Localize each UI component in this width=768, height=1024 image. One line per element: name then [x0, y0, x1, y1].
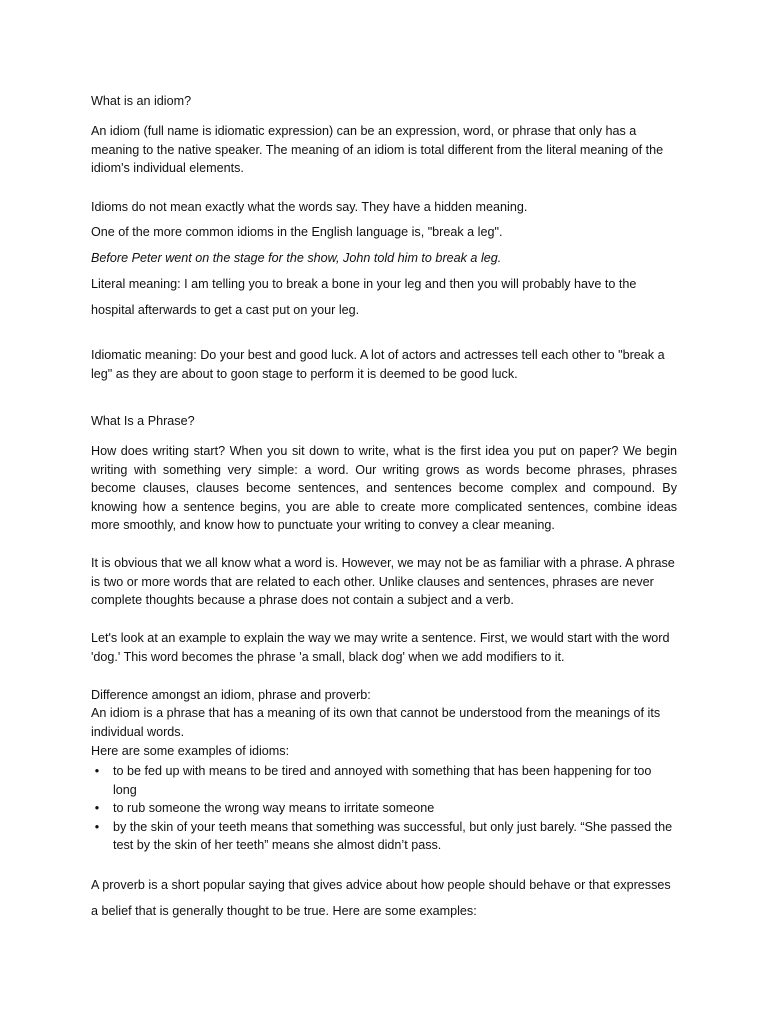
idioms-hidden-meaning-paragraph: Idioms do not mean exactly what the words say. They have a hidden meaning. — [91, 200, 528, 214]
idiom-example-text: to be fed up with means to be tired and annoyed with something that has been happening for too long — [113, 764, 652, 797]
idiom-example-item — [91, 818, 677, 855]
idiom-phrase-definition-paragraph: An idiom is a phrase that has a meaning of its own that cannot be understood from the meanings of its individual words. — [91, 706, 661, 739]
bullet-icon: • — [94, 819, 100, 834]
example-sentence-paragraph: Let's look at an example to explain the way we may write a sentence. First, we would start with the word 'dog.' This word becomes the phrase 'a small, black dog' when we add modifiers to it. — [91, 631, 670, 664]
idiom-examples-list — [91, 762, 677, 855]
idiomatic-meaning-paragraph: Idiomatic meaning: Do your best and good luck. A lot of actors and actresses tell each other to "break a leg" as they are about to goon stage to perform it is deemed to be good luck. — [91, 348, 665, 381]
literal-meaning-paragraph: Literal meaning: I am telling you to break a bone in your leg and then you will probably have to the hospital afterwards to get a cast put on your leg. — [91, 277, 637, 317]
example-italic-sentence: Before Peter went on the stage for the show, John told him to break a leg. — [91, 251, 502, 265]
bullet-icon: • — [94, 801, 100, 815]
writing-start-paragraph: How does writing start? When you sit down to write, what is the first idea you put on paper? We begin writing with something very simple: a word. Our writing grows as words become phrases, phrases become clauses, clauses become sentences, and sentences become complex and compound. By knowing how a sentence begins, you are able to create more complicated sentences, combine ideas more smoothly, and know how to punctuate your writing to convey a clear meaning. — [91, 444, 677, 532]
idiom-example-item — [91, 799, 677, 818]
idiom-example-item — [91, 762, 677, 799]
proverb-definition-paragraph: A proverb is a short popular saying that gives advice about how people should behave or that expresses a belief that is generally thought to be true. Here are some examples: — [91, 878, 671, 918]
common-idiom-paragraph: One of the more common idioms in the English language is, "break a leg". — [91, 225, 503, 239]
phrase-definition-paragraph: It is obvious that we all know what a word is. However, we may not be as familiar with a phrase. A phrase is two or more words that are related to each other. Unlike clauses and sentences, phrases are never complete thoughts because a phrase does not contain a subject and a verb. — [91, 556, 675, 607]
idiom-example-text: to rub someone the wrong way means to irritate someone — [113, 801, 435, 815]
what-is-idiom-heading: What is an idiom? — [91, 94, 192, 108]
difference-heading: Difference amongst an idiom, phrase and proverb: — [91, 688, 371, 702]
examples-intro-line: Here are some examples of idioms: — [91, 744, 290, 758]
idiom-definition-paragraph: An idiom (full name is idiomatic expression) can be an expression, word, or phrase that only has a meaning to the native speaker. The meaning of an idiom is total different from the literal meaning of the idiom's individual elements. — [91, 124, 664, 175]
idiom-example-text: by the skin of your teeth means that something was successful, but only just barely. “She passed the test by the skin of her teeth” means she almost didn’t pass. — [113, 819, 673, 852]
bullet-icon: • — [94, 764, 100, 778]
what-is-phrase-heading: What Is a Phrase? — [91, 414, 195, 428]
